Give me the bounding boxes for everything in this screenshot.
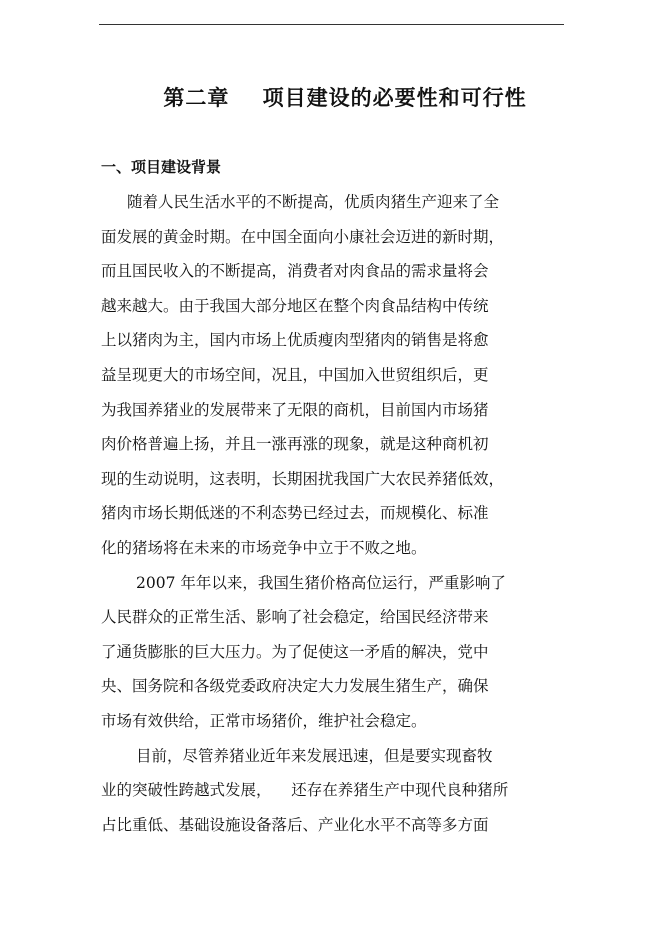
paragraph-line: 央、国务院和各级党委政府决定大力发展生猪生产，确保: [101, 677, 489, 695]
paragraph-line: 益呈现更大的市场空间，况且，中国加入世贸组织后，更: [101, 366, 489, 384]
paragraph-line: 化的猪场将在未来的市场竞争中立于不败之地。: [101, 539, 427, 557]
paragraph-line: 人民群众的正常生活、影响了社会稳定，给国民经济带来: [101, 608, 489, 626]
paragraph-line: 占比重低、基础设施设备落后、产业化水平不高等多方面: [101, 816, 489, 834]
paragraph-line: 随着人民生活水平的不断提高，优质肉猪生产迎来了全: [127, 193, 500, 211]
paragraph-line: 面发展的黄金时期。在中国全面向小康社会迈进的新时期，: [101, 228, 505, 246]
paragraph-line: 现的生动说明，这表明，长期困扰我国广大农民养猪低效，: [101, 470, 505, 488]
paragraph-line: 目前，尽管养猪业近年来发展迅速，但是要实现畜牧: [136, 747, 493, 765]
section-heading: 一、项目建设背景: [101, 158, 222, 176]
paragraph-line: 为我国养猪业的发展带来了无限的商机，目前国内市场猪: [101, 401, 489, 419]
paragraph-line: 市场有效供给，正常市场猪价，维护社会稳定。: [101, 712, 427, 730]
chapter-title: 第二章 项目建设的必要性和可行性: [163, 85, 527, 110]
paragraph-line: 上以猪肉为主，国内市场上优质瘦肉型猪肉的销售是将愈: [101, 331, 489, 349]
paragraph-line: 了通货膨胀的巨大压力。为了促使这一矛盾的解决，党中: [101, 643, 489, 661]
paragraph-line: 而且国民收入的不断提高，消费者对肉食品的需求量将会: [101, 262, 489, 280]
paragraph-line: 猪肉市场长期低迷的不利态势已经过去，而规模化、标准: [101, 504, 489, 522]
header-rule: [99, 24, 564, 25]
paragraph-line: 肉价格普遍上扬，并且一涨再涨的现象，就是这种商机初: [101, 435, 489, 453]
paragraph-line: 2007 年年以来，我国生猪价格高位运行，严重影响了: [136, 574, 506, 592]
paragraph-line: 越来越大。由于我国大部分地区在整个肉食品结构中传统: [101, 297, 489, 315]
paragraph-line: 业的突破性跨越式发展， 还存在养猪生产中现代良种猪所: [101, 781, 509, 799]
